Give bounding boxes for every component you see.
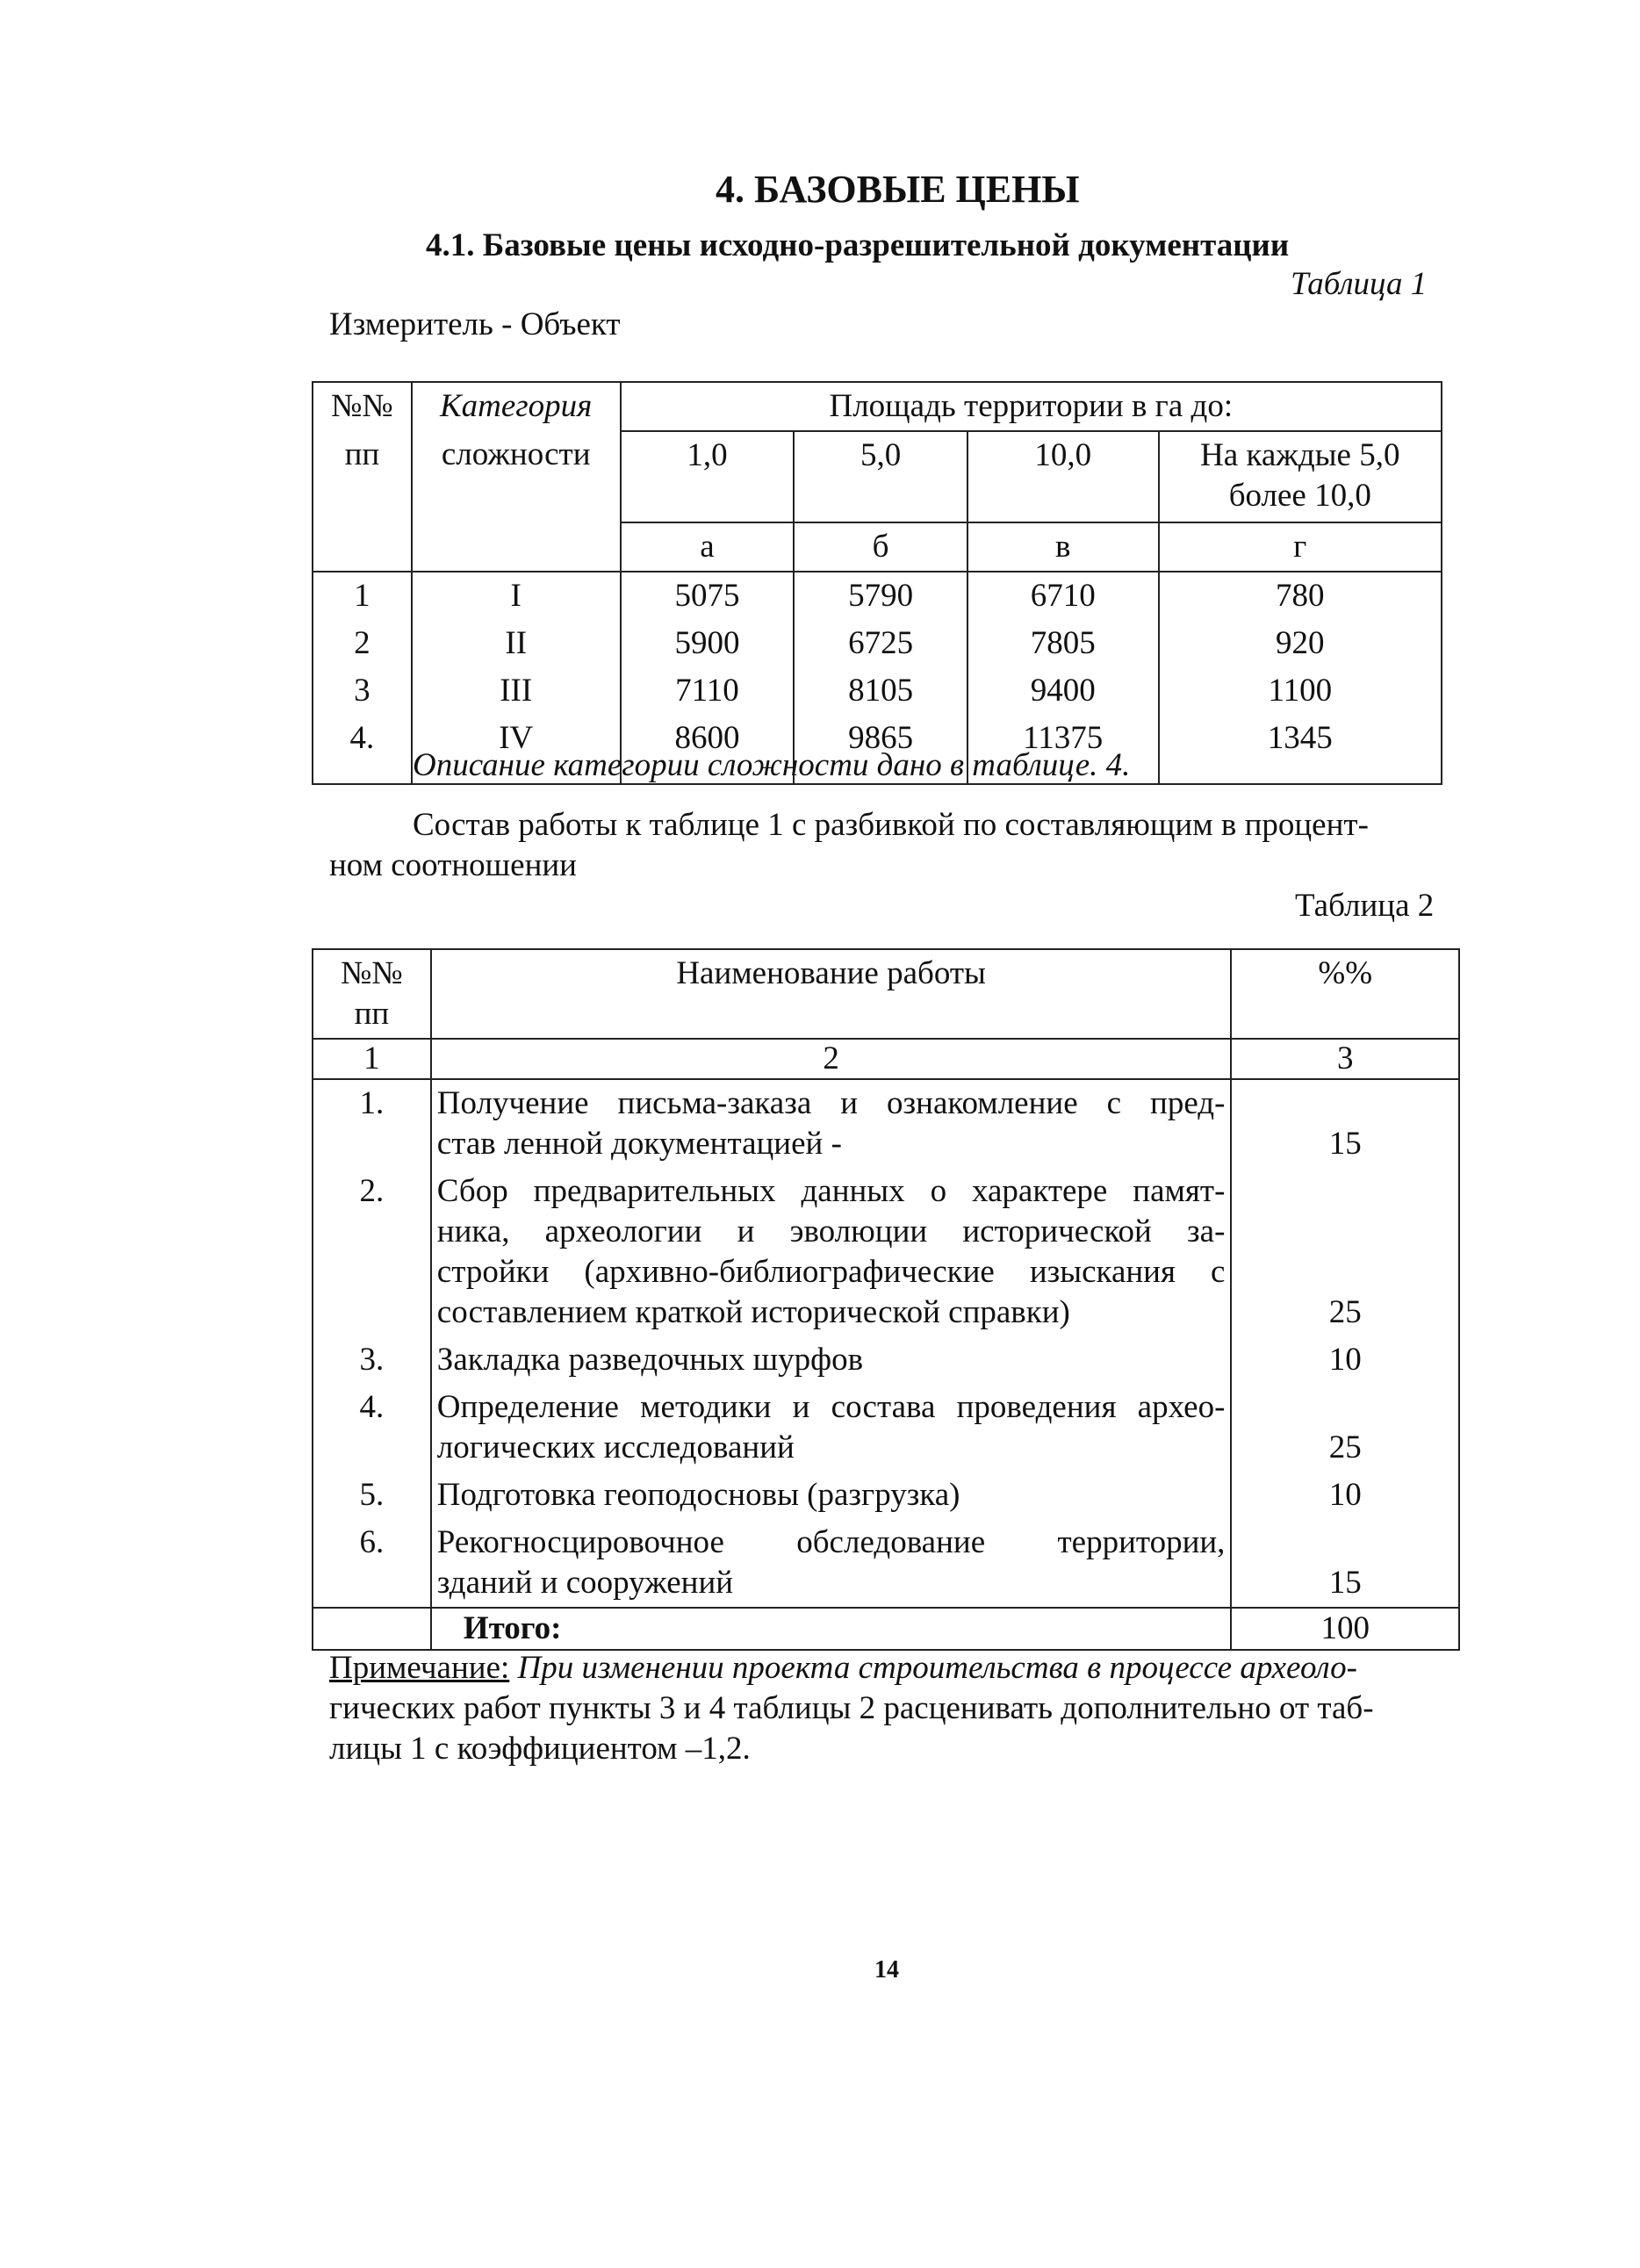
t1-letter-b: б <box>794 522 967 572</box>
t1-col-2: 5,0 <box>794 431 967 522</box>
table-row: 3 III 7110 8105 9400 1100 <box>313 667 1442 715</box>
price-table <box>312 381 1442 785</box>
t2-head-pct: %% <box>1231 949 1459 1039</box>
table-row: 5. Подготовка геоподосновы (разгрузка) 10 <box>313 1472 1459 1519</box>
t1-col-1: 1,0 <box>621 431 795 522</box>
t2-index-1: 1 <box>313 1039 431 1079</box>
t1-cell-n: 1 <box>313 572 412 620</box>
table-row: 1. Получение письма-заказа и ознакомление с пред- став ленной документацией - 15 <box>313 1079 1459 1168</box>
t2-index-3: 3 <box>1231 1039 1459 1079</box>
total-row <box>313 1608 1459 1650</box>
composition-line-1: Состав работы к таблице 1 с разбивкой по составляющим в процент- <box>413 807 1369 843</box>
t1-head-area: Площадь территории в га до: <box>621 382 1442 431</box>
work-table <box>312 948 1460 1651</box>
table-row: 2. Сбор предварительных данных о характере памят- ника, археологии и эволюции исторической за- стройки (архивно-библиографические изыскания с составлением краткой исторической справки) 25 <box>313 1168 1459 1336</box>
note-line-2: гических работ пункты 3 и 4 таблицы 2 расценивать дополнительно от таб- <box>329 1690 1374 1726</box>
note-label: Примечание: <box>329 1650 510 1686</box>
table-row: 2 II 5900 6725 7805 920 <box>313 620 1442 667</box>
t2-head-name: Наименование работы <box>431 949 1232 1039</box>
note-line-1: Примечание: При изменении проекта строительства в процессе археоло- <box>329 1650 1357 1686</box>
t1-letter-a: а <box>621 522 795 572</box>
subsection-title: 4.1. Базовые цены исходно-разрешительной документации <box>426 227 1290 263</box>
section-title: 4. БАЗОВЫЕ ЦЕНЫ <box>716 168 1080 211</box>
page-number: 14 <box>874 1956 899 1984</box>
table1-label: Таблица 1 <box>1291 266 1428 302</box>
table2-label: Таблица 2 <box>1295 888 1435 924</box>
table-row: 6. Рекогносцировочное обследование территории, зданий и сооружений 15 <box>313 1519 1459 1608</box>
table-row: 3. Закладка разведочных шурфов 10 <box>313 1336 1459 1384</box>
t1-head-num: №№ <box>313 382 412 431</box>
t1-head-num2: пп <box>313 431 412 522</box>
t1-col-3: 10,0 <box>967 431 1159 522</box>
table1-footnote: Описание категории сложности дано в таблице. 4. <box>413 747 1131 783</box>
t1-head-cat: Категория <box>412 382 621 431</box>
t1-head-cat2: сложности <box>412 431 621 522</box>
t2-index-2: 2 <box>431 1039 1232 1079</box>
note-line-3: лицы 1 с коэффициентом –1,2. <box>329 1731 751 1767</box>
total-value: 100 <box>1231 1608 1459 1650</box>
t1-col-4: На каждые 5,0 более 10,0 <box>1159 431 1442 522</box>
table-row: 4. Определение методики и состава проведения архео- логических исследований 25 <box>313 1384 1459 1472</box>
t1-letter-g: г <box>1159 522 1442 572</box>
composition-line-2: ном соотношении <box>329 847 577 883</box>
table1-measure: Измеритель - Объект <box>329 306 621 342</box>
t1-letter-v: в <box>967 522 1159 572</box>
t2-head-num: №№ пп <box>313 949 431 1039</box>
total-label: Итого: <box>431 1608 1232 1650</box>
table-row: 1 I 5075 5790 6710 780 <box>313 572 1442 620</box>
table-row: 4. IV 8600 9865 11375 1345 <box>313 715 1442 784</box>
